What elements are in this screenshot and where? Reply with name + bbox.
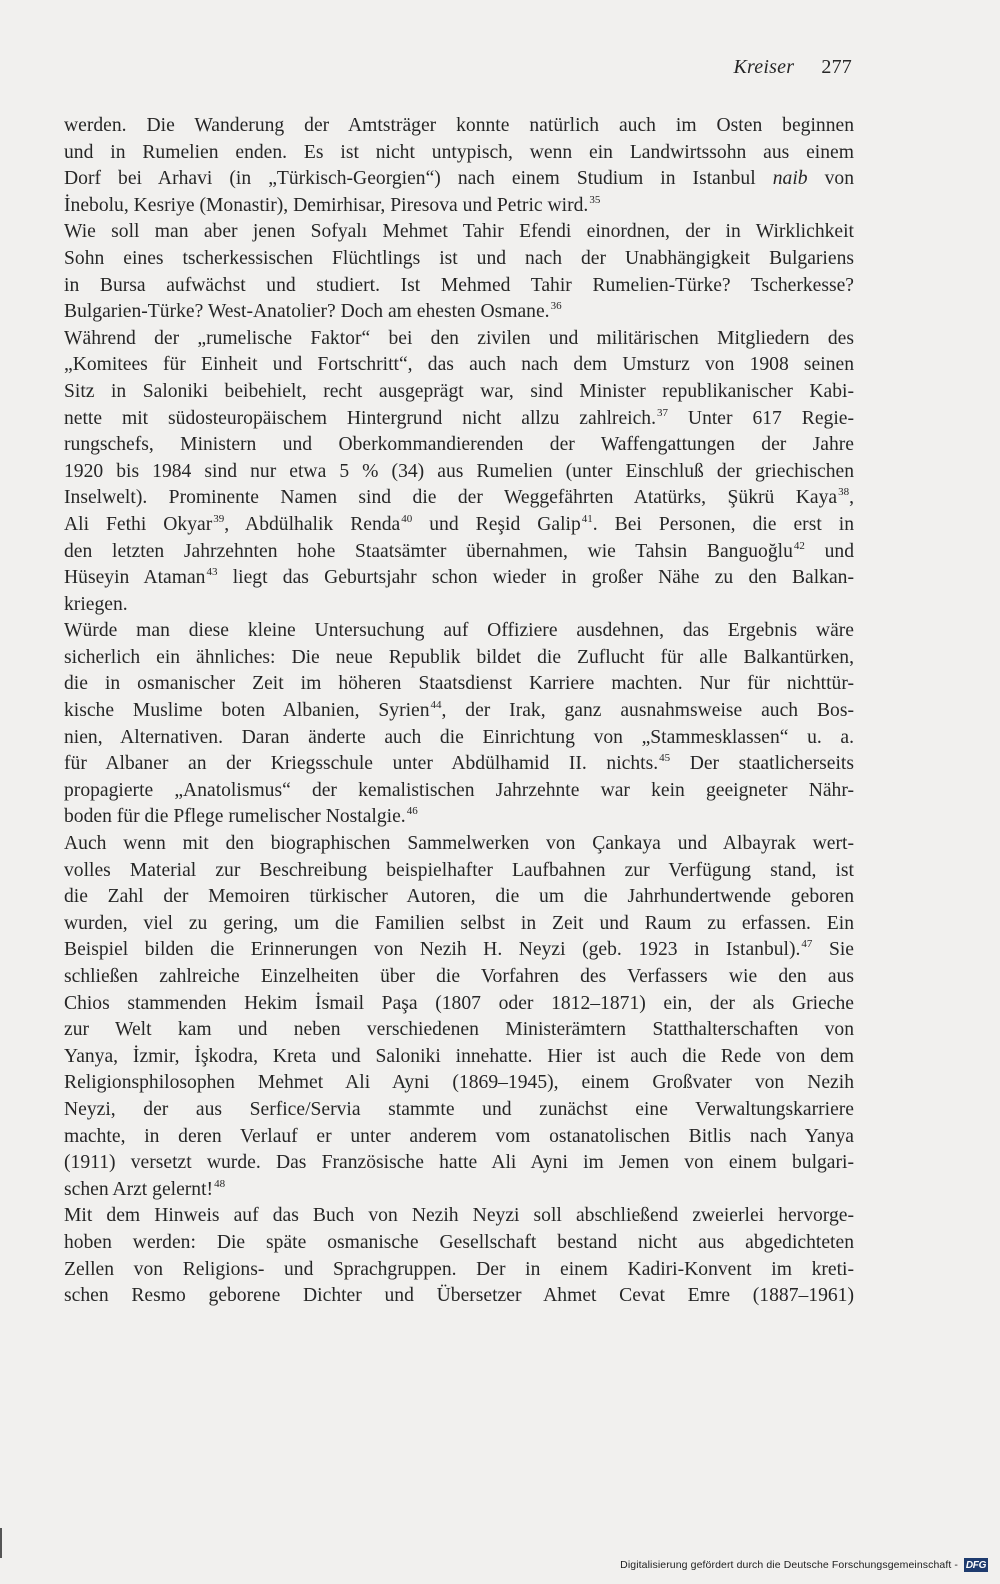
text-run: nien, Alternativen. Daran änderte auch die Einrichtung von „Stammesklassen“ u. a. xyxy=(64,726,854,748)
text-line xyxy=(64,326,854,353)
text-run: hoben werden: Die späte osmanische Gesellschaft bestand nicht aus abgedichteten xyxy=(64,1231,854,1253)
text-line xyxy=(64,432,854,459)
text-line xyxy=(64,778,854,805)
digitization-footer xyxy=(620,1558,988,1572)
paragraph xyxy=(64,831,854,1203)
text-run: machte, in deren Verlauf er unter anderem vom ostanatolischen Bitlis nach Yanya xyxy=(64,1125,854,1147)
text-run: Beispiel bilden die Erinnerungen von Nezih H. Neyzi (geb. 1923 in Istanbul). xyxy=(64,939,801,961)
text-run: werden. Die Wanderung der Amtsträger konnte natürlich auch im Osten beginnen xyxy=(64,115,854,136)
text-run: kische Muslime boten Albanien, Syrien xyxy=(64,700,430,722)
footnote-ref: 39 xyxy=(213,512,225,525)
text-line xyxy=(64,379,854,406)
text-run: , Abdülhalik Renda xyxy=(224,513,401,535)
text-run: kriegen. xyxy=(64,593,128,615)
page-number: 277 xyxy=(821,56,852,78)
text-run: Chios stammenden Hekim İsmail Paşa (1807 oder 1812–1871) ein, der als Grieche xyxy=(64,992,854,1014)
text-line xyxy=(64,964,854,991)
text-run: Inselwelt). Prominente Namen sind die der Weggefährten Atatürks, Şükrü Kaya xyxy=(64,487,838,509)
text-line xyxy=(64,1017,854,1044)
footnote-ref: 37 xyxy=(657,406,668,419)
text-line xyxy=(64,858,854,885)
text-run: Wie soll man aber jenen Sofyalı Mehmet Tahir Efendi einordnen, der in Wirklichkeit xyxy=(64,221,854,243)
paragraph xyxy=(64,618,854,831)
text-run: in Bursa aufwächst und studiert. Ist Mehmed Tahir Rumelien-Türke? Tscherkesse? xyxy=(64,274,854,296)
text-line xyxy=(64,1257,854,1284)
text-line xyxy=(64,937,854,964)
text-run: Dorf bei Arhavi (in „Türkisch-Georgien“) nach einem Studium in Istanbul xyxy=(64,168,773,190)
footnote-ref: 36 xyxy=(550,300,562,313)
text-line xyxy=(64,166,854,193)
text-line xyxy=(64,751,854,778)
text-line xyxy=(64,698,854,725)
text-run: Hüseyin Ataman xyxy=(64,567,206,589)
text-run: Während der „rumelische Faktor“ bei den zivilen und militärischen Mitgliedern des xyxy=(64,327,854,349)
body-text xyxy=(64,113,854,1310)
text-line xyxy=(64,1150,854,1177)
text-line xyxy=(64,831,854,858)
text-run: İnebolu, Kesriye (Monastir), Demirhisar, Piresova und Petric wird. xyxy=(64,194,589,216)
text-run: von xyxy=(807,168,854,190)
text-line xyxy=(64,804,854,831)
text-run: volles Material zur Beschreibung beispielhafter Laufbahnen zur Verfügung stand, ist xyxy=(64,859,854,881)
text-run: , xyxy=(849,487,854,509)
text-run: propagierte „Anatolismus“ der kemalistischen Jahrzehnte war kein geeigneter Nähr- xyxy=(64,779,854,801)
text-run: Religionsphilosophen Mehmet Ali Ayni (1869–1945), einem Großvater von Nezih xyxy=(64,1072,854,1094)
text-run: zur Welt kam und neben verschiedenen Ministerämtern Statthalterschaften von xyxy=(64,1019,854,1041)
text-run: für Albaner an der Kriegsschule unter Abdülhamid II. nichts. xyxy=(64,753,659,775)
text-line xyxy=(64,1044,854,1071)
italic-term: naib xyxy=(772,168,808,190)
running-head-author: Kreiser xyxy=(733,56,795,78)
text-run: sicherlich ein ähnliches: Die neue Republik bildet die Zuflucht für alle Balkantürken, xyxy=(64,646,854,668)
text-run: Ali Fethi Okyar xyxy=(64,513,213,535)
text-line xyxy=(64,991,854,1018)
text-run: boden für die Pflege rumelischer Nostalgie. xyxy=(64,806,406,828)
text-line xyxy=(64,618,854,645)
text-line xyxy=(64,299,854,326)
paragraph xyxy=(64,113,854,219)
text-run: Unter 617 Regie- xyxy=(668,407,854,429)
text-run: schen Arzt gelernt! xyxy=(64,1178,214,1200)
text-line xyxy=(64,352,854,379)
text-run: nette mit südosteuropäischem Hintergrund nicht allzu zahlreich. xyxy=(64,407,656,429)
text-run: , der Irak, ganz ausnahmsweise auch Bos- xyxy=(441,700,854,722)
text-run: Sohn eines tscherkessischen Flüchtlings ist und nach der Unabhängigkeit Bulgariens xyxy=(64,247,854,269)
text-run: Sie xyxy=(812,939,854,961)
dfg-logo-icon: DFG xyxy=(965,1559,987,1571)
text-run: und in Rumelien enden. Es ist nicht untypisch, wenn ein Landwirtssohn aus einem xyxy=(64,141,854,163)
text-run: und Reşid Galip xyxy=(412,513,581,535)
text-line xyxy=(64,592,854,619)
text-run: Bulgarien-Türke? West-Anatolier? Doch am ehesten Osmane. xyxy=(64,301,550,323)
footnote-ref: 47 xyxy=(801,938,813,951)
footnote-ref: 46 xyxy=(406,805,418,818)
text-run: schließen zahlreiche Einzelheiten über die Vorfahren des Verfassers wie den aus xyxy=(64,966,854,987)
text-line xyxy=(64,884,854,911)
text-run: „Komitees für Einheit und Fortschritt“, das auch nach dem Umsturz von 1908 seinen xyxy=(64,354,854,376)
text-run: Zellen von Religions- und Sprachgruppen. Der in einem Kadiri-Konvent im kreti- xyxy=(64,1258,854,1280)
text-run: den letzten Jahrzehnten hohe Staatsämter übernahmen, wie Tahsin Banguoğlu xyxy=(64,540,793,562)
text-run: die in osmanischer Zeit im höheren Staatsdienst Karriere machten. Nur für nichttür- xyxy=(64,673,854,695)
text-line xyxy=(64,539,854,566)
footnote-ref: 44 xyxy=(430,699,442,712)
text-run: Yanya, İzmir, İşkodra, Kreta und Saloniki innehatte. Hier ist auch die Rede von dem xyxy=(64,1045,854,1067)
footnote-ref: 38 xyxy=(838,486,850,499)
text-line xyxy=(64,1283,854,1310)
text-line xyxy=(64,671,854,698)
footer-credit: Digitalisierung gefördert durch die Deutsche Forschungsgemeinschaft - xyxy=(620,1559,958,1571)
text-line xyxy=(64,725,854,752)
text-line xyxy=(64,459,854,486)
scan-edge-mark xyxy=(0,1528,2,1558)
footnote-ref: 43 xyxy=(206,566,218,579)
text-line xyxy=(64,911,854,938)
text-run: 1920 bis 1984 sind nur etwa 5 % (34) aus Rumelien (unter Einschluß der griechischen xyxy=(64,460,854,482)
text-line xyxy=(64,645,854,672)
text-run: . Bei Personen, die erst in xyxy=(592,513,855,535)
text-line xyxy=(64,565,854,592)
text-line xyxy=(64,1097,854,1124)
text-line xyxy=(64,1177,854,1204)
text-line xyxy=(64,406,854,433)
running-head xyxy=(734,56,852,79)
text-run: und xyxy=(804,540,854,562)
text-run: die Zahl der Memoiren türkischer Autoren, die um die Jahrhundertwende geboren xyxy=(64,886,854,908)
footnote-ref: 41 xyxy=(581,512,593,525)
text-run: Der staatlicherseits xyxy=(670,753,855,775)
text-line xyxy=(64,1203,854,1230)
text-run: schen Resmo geborene Dichter und Übersetzer Ahmet Cevat Emre (1887–1961) xyxy=(64,1285,854,1307)
text-run: rungschefs, Ministern und Oberkommandierenden der Waffengattungen der Jahre xyxy=(64,434,854,456)
footnote-ref: 35 xyxy=(589,193,601,206)
text-line xyxy=(64,485,854,512)
text-run: Würde man diese kleine Untersuchung auf Offiziere ausdehnen, das Ergebnis wäre xyxy=(64,620,854,642)
footnote-ref: 48 xyxy=(214,1177,226,1190)
text-run: Sitz in Saloniki beibehielt, recht ausgeprägt war, sind Minister republikanischer Kabi- xyxy=(64,380,854,402)
text-line xyxy=(64,1070,854,1097)
text-run: wurden, viel zu gering, um die Familien selbst in Zeit und Raum zu erfassen. Ein xyxy=(64,912,854,934)
footnote-ref: 45 xyxy=(659,752,671,765)
text-line xyxy=(64,1124,854,1151)
text-run: (1911) versetzt wurde. Das Französische hatte Ali Ayni im Jemen von einem bulgari- xyxy=(64,1152,854,1174)
text-line xyxy=(64,113,854,140)
text-line xyxy=(64,512,854,539)
text-line xyxy=(64,1230,854,1257)
text-line xyxy=(64,246,854,273)
text-line xyxy=(64,140,854,167)
paragraph xyxy=(64,219,854,325)
text-run: Neyzi, der aus Serfice/Servia stammte und zunächst eine Verwaltungskarriere xyxy=(64,1098,854,1120)
footnote-ref: 42 xyxy=(793,539,805,552)
text-line xyxy=(64,273,854,300)
paragraph xyxy=(64,1203,854,1309)
text-run: liegt das Geburtsjahr schon wieder in großer Nähe zu den Balkan- xyxy=(217,567,854,589)
footnote-ref: 40 xyxy=(401,512,413,525)
text-run: Mit dem Hinweis auf das Buch von Nezih Neyzi soll abschließend zweierlei hervorge- xyxy=(64,1205,854,1227)
text-run: Auch wenn mit den biographischen Sammelwerken von Çankaya und Albayrak wert- xyxy=(64,833,854,855)
text-line xyxy=(64,193,854,220)
paragraph xyxy=(64,326,854,619)
text-line xyxy=(64,219,854,246)
